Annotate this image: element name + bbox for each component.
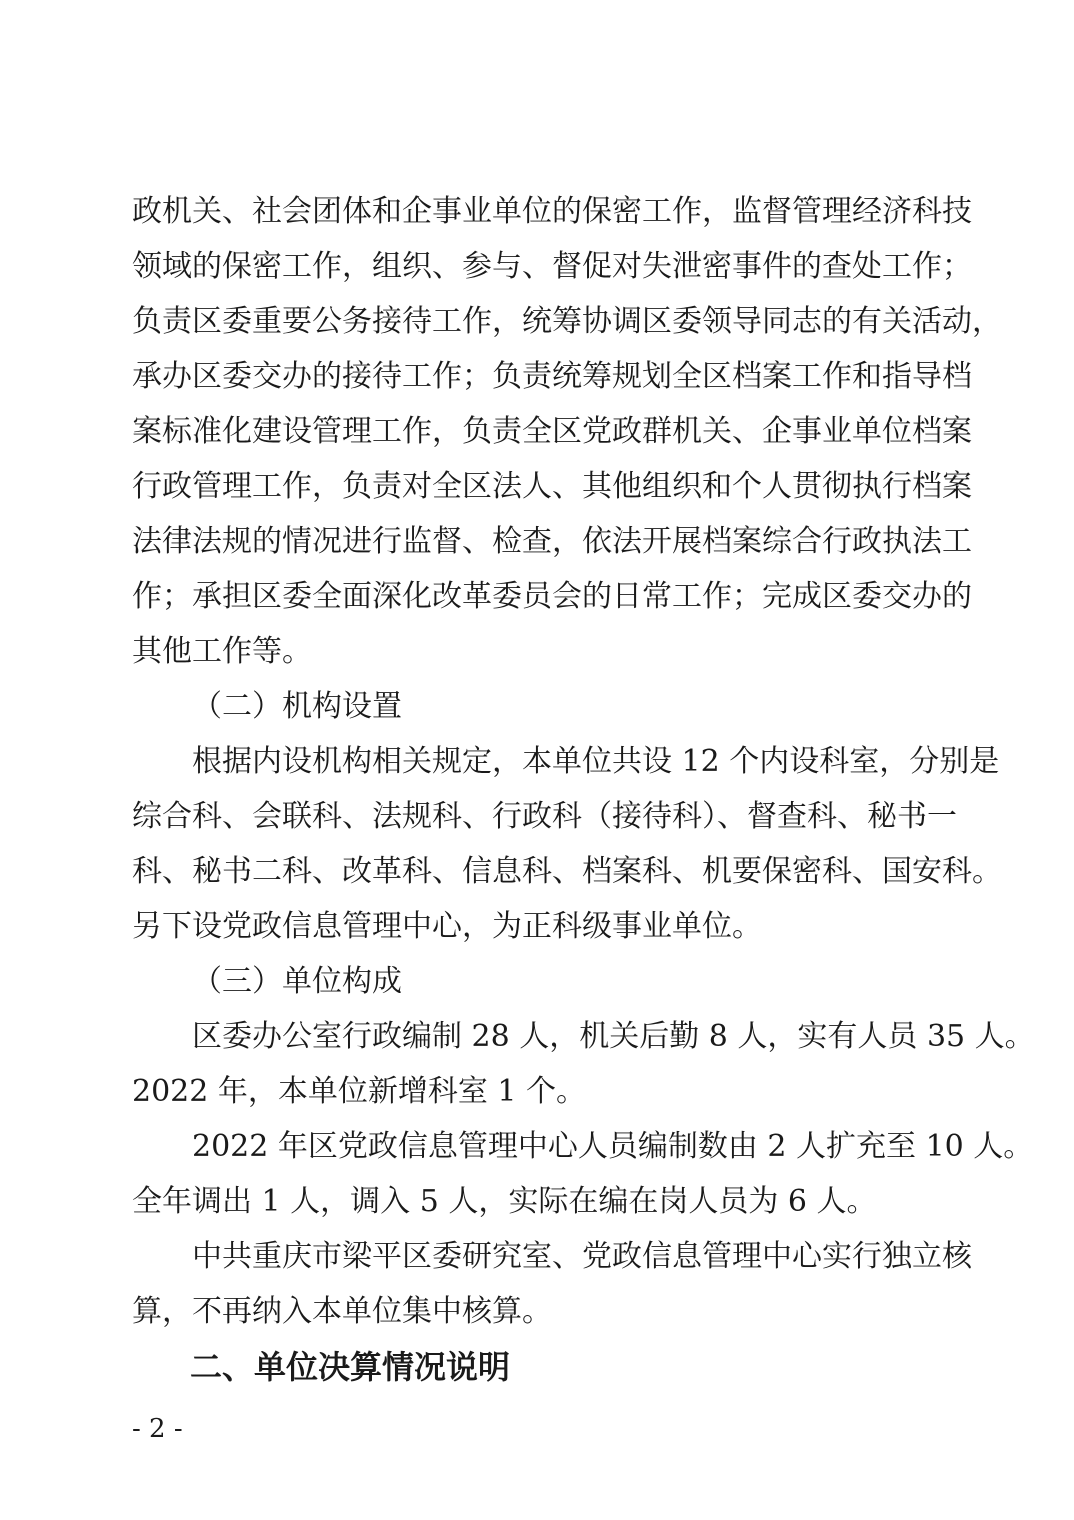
paragraph-line: 2022 年区党政信息管理中心人员编制数由 2 人扩充至 10 人。 — [192, 1129, 1034, 1164]
paragraph-line: 科、秘书二科、改革科、信息科、档案科、机要保密科、国安科。 — [132, 854, 1002, 889]
paragraph-line: 案标准化建设管理工作，负责全区党政群机关、企事业单位档案 — [132, 414, 972, 449]
paragraph-line: 政机关、社会团体和企事业单位的保密工作，监督管理经济科技 — [132, 194, 972, 229]
paragraph-line: 领域的保密工作，组织、参与、督促对失泄密事件的查处工作； — [132, 249, 972, 284]
page-number: - 2 - — [132, 1414, 183, 1444]
section-heading-unit-composition: （三）单位构成 — [192, 964, 402, 999]
paragraph-line: 区委办公室行政编制 28 人，机关后勤 8 人，实有人员 35 人。 — [192, 1019, 1035, 1054]
paragraph-line: 全年调出 1 人，调入 5 人，实际在编在岗人员为 6 人。 — [132, 1184, 877, 1219]
paragraph-line: 承办区委交办的接待工作；负责统筹规划全区档案工作和指导档 — [132, 359, 972, 394]
paragraph-line: 负责区委重要公务接待工作，统筹协调区委领导同志的有关活动， — [132, 304, 1002, 339]
paragraph-line: 作；承担区委全面深化改革委员会的日常工作；完成区委交办的 — [132, 579, 972, 614]
paragraph-line: 另下设党政信息管理中心，为正科级事业单位。 — [132, 909, 762, 944]
paragraph-line: 算，不再纳入本单位集中核算。 — [132, 1294, 552, 1329]
section-heading-institution-setup: （二）机构设置 — [192, 689, 402, 724]
paragraph-line: 法律法规的情况进行监督、检查，依法开展档案综合行政执法工 — [132, 524, 972, 559]
paragraph-line: 中共重庆市梁平区委研究室、党政信息管理中心实行独立核 — [192, 1239, 972, 1274]
paragraph-line: 2022 年，本单位新增科室 1 个。 — [132, 1074, 587, 1109]
paragraph-line: 综合科、会联科、法规科、行政科（接待科）、督查科、秘书一 — [132, 799, 957, 834]
section-heading-final-accounts: 二、单位决算情况说明 — [190, 1348, 511, 1386]
paragraph-line: 其他工作等。 — [132, 634, 312, 669]
paragraph-line: 根据内设机构相关规定，本单位共设 12 个内设科室，分别是 — [192, 744, 1000, 779]
paragraph-line: 行政管理工作，负责对全区法人、其他组织和个人贯彻执行档案 — [132, 469, 972, 504]
